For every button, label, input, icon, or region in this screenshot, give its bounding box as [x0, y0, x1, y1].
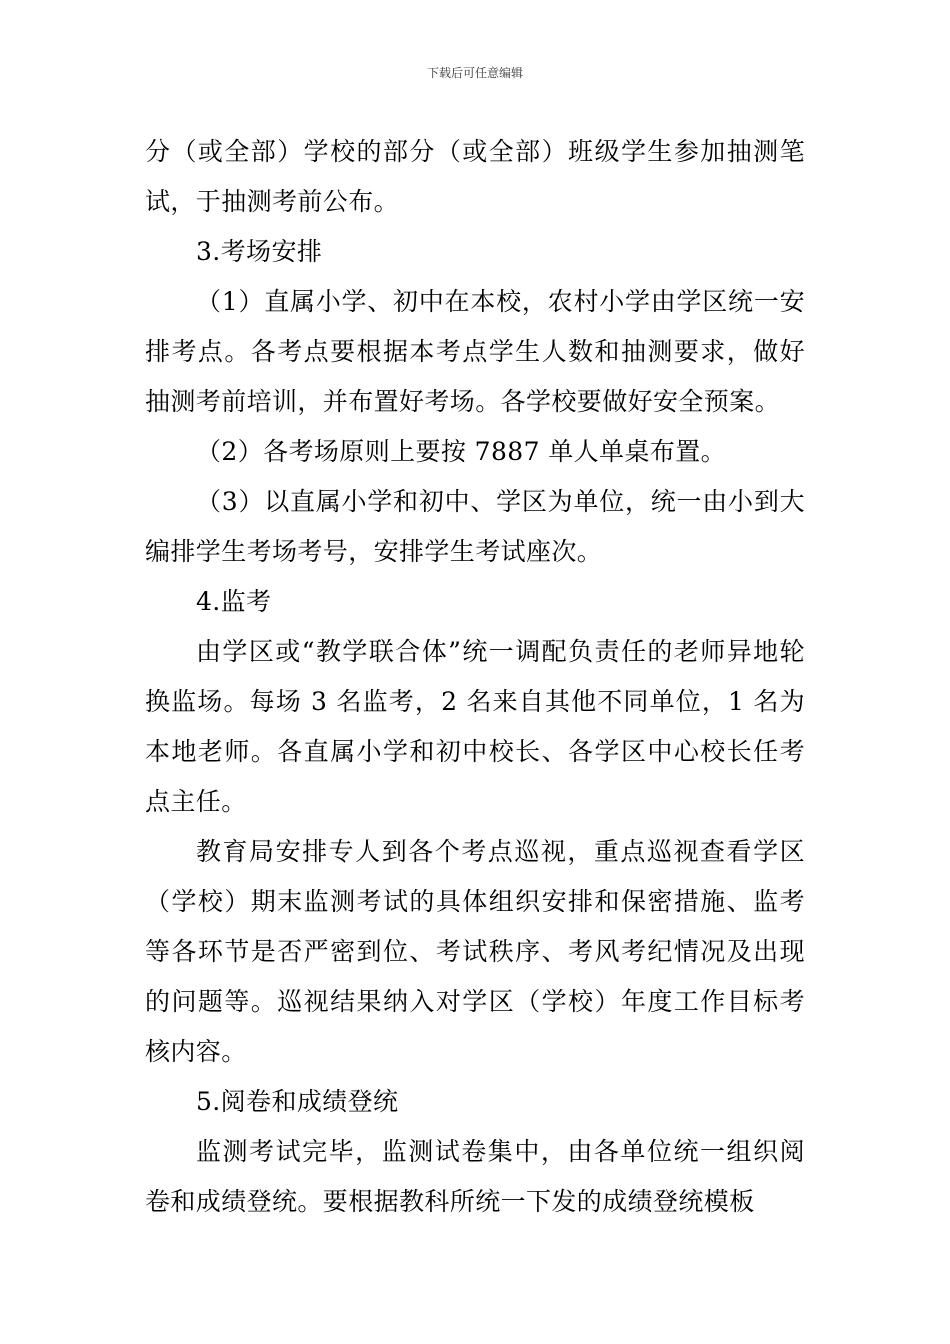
paragraph-exam-room-2: （2）各考场原则上要按 7887 单人单桌布置。 [196, 437, 727, 466]
paragraph-continuation: 分（或全部）学校的部分（或全部）班级学生参加抽测笔试，于抽测考前公布。 [145, 137, 805, 216]
document-body [145, 127, 805, 1227]
paragraph-proctoring: 由学区或“教学联合体”统一调配负责任的老师异地轮换监场。每场 3 名监考，2 名来自其他不同单位，1 名为本地老师。各直属小学和初中校长、各学区中心校长任考点主任。 [145, 637, 805, 816]
page-header: 下载后可任意编辑 [426, 66, 523, 80]
paragraph-exam-room-1: （1）直属小学、初中在本校，农村小学由学区统一安排考点。各考点要根据本考点学生人数和抽测要求，做好抽测考前培训，并布置好考场。各学校要做好安全预案。 [145, 287, 805, 416]
section-heading-proctoring: 4.监考 [196, 587, 272, 616]
paragraph-grading: 监测考试完毕，监测试卷集中，由各单位统一组织阅卷和成绩登统。要根据教科所统一下发的成绩登统模板 [145, 1137, 805, 1216]
paragraph-inspection: 教育局安排专人到各个考点巡视，重点巡视查看学区（学校）期末监测考试的具体组织安排和保密措施、监考等各环节是否严密到位、考试秩序、考风考纪情况及出现的问题等。巡视结果纳入对学区（学校）年度工作目标考核内容。 [145, 837, 805, 1066]
section-heading-grading: 5.阅卷和成绩登统 [196, 1087, 399, 1116]
section-heading-exam-room: 3.考场安排 [196, 237, 323, 266]
paragraph-exam-room-3: （3）以直属小学和初中、学区为单位，统一由小到大编排学生考场考号，安排学生考试座次。 [145, 487, 805, 566]
